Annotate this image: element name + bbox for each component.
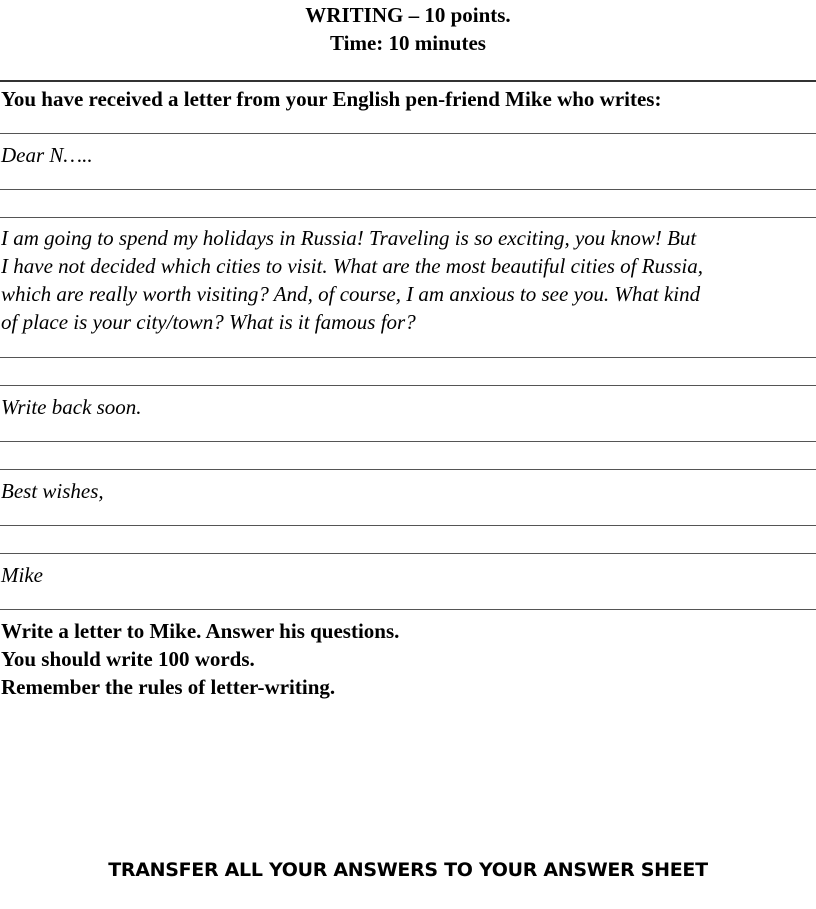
divider bbox=[0, 525, 816, 526]
divider bbox=[0, 357, 816, 358]
divider bbox=[0, 553, 816, 554]
letter-body bbox=[1, 224, 816, 336]
section-title: WRITING – 10 points. bbox=[305, 3, 511, 27]
transfer-notice: TRANSFER ALL YOUR ANSWERS TO YOUR ANSWER SHEET bbox=[108, 859, 708, 881]
divider bbox=[0, 441, 816, 442]
divider bbox=[0, 189, 816, 190]
instruction-line: Remember the rules of letter-writing. bbox=[1, 675, 336, 699]
task-intro: You have received a letter from your English pen-friend Mike who writes: bbox=[1, 87, 662, 111]
letter-body-line: I have not decided which cities to visit. What are the most beautiful cities of Russia, bbox=[1, 254, 704, 278]
instruction-line: Write a letter to Mike. Answer his questions. bbox=[1, 619, 400, 643]
divider bbox=[0, 469, 816, 470]
divider bbox=[0, 133, 816, 134]
letter-closing: Best wishes, bbox=[1, 479, 104, 503]
letter-body-line: of place is your city/town? What is it famous for? bbox=[1, 310, 416, 334]
instruction-line: You should write 100 words. bbox=[1, 647, 255, 671]
time-limit: Time: 10 minutes bbox=[330, 31, 486, 55]
letter-write-back: Write back soon. bbox=[1, 395, 142, 419]
divider bbox=[0, 385, 816, 386]
divider bbox=[0, 217, 816, 218]
divider bbox=[0, 609, 816, 610]
divider bbox=[0, 80, 816, 82]
letter-signature: Mike bbox=[1, 563, 43, 587]
letter-body-line: I am going to spend my holidays in Russia! Traveling is so exciting, you know! But bbox=[1, 226, 697, 250]
letter-greeting: Dear N….. bbox=[1, 143, 93, 167]
letter-body-line: which are really worth visiting? And, of course, I am anxious to see you. What kind bbox=[1, 282, 701, 306]
